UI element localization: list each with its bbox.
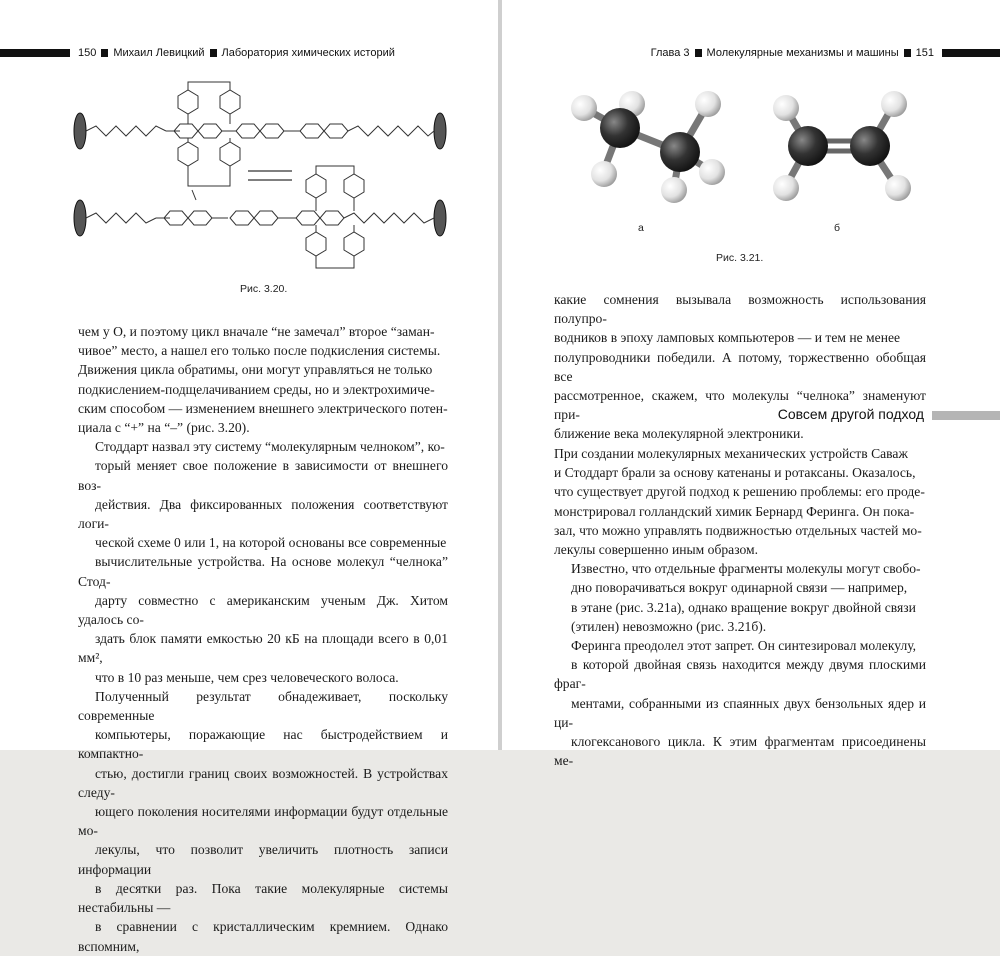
text-line: Известно, что отдельные фрагменты молекулы могут свобо- [571,561,921,577]
text-line: (этилен) невозможно (рис. 3.21б). [571,618,767,634]
text-line: и Стоддарт брали за основу катенаны и ротаксаны. Оказалось, [554,465,916,481]
ethylene-model [773,91,911,201]
text-line: подкислением-подщелачиванием среды, но и электрохимиче- [78,381,435,397]
text-line: дно поворачиваться вокруг одинарной связи — например, [571,580,908,596]
chapter-label: Глава 3 [650,47,690,59]
header-square [904,49,911,57]
text-line: действия. Два фиксированных положения соответствуют логи- [78,496,448,532]
figure-3-20-rotaxane-shuttle [70,76,452,276]
text-line: стью, достигли границ своих возможностей. В устройствах следу- [78,765,448,800]
right-page [502,0,1000,769]
text-line: При создании молекулярных механических устройств Саваж [554,446,908,461]
figure-3-21-ethane-ethylene [560,86,920,216]
text-line: в этане (рис. 3.21а), однако вращение вокруг двойной связи [571,599,916,615]
header-bar [0,49,70,57]
paragraph [554,636,926,770]
header-bar [942,49,1000,57]
text-line: ментами, собранными из спаянных двух бензольных ядер и ци- [554,695,926,730]
paragraph [78,687,448,956]
book-title: Лаборатория химических историй [221,47,395,59]
left-running-header [0,44,498,62]
page-number: 150 [78,47,97,59]
text-line: дарту совместно с американским ученым Дж. Хитом удалось со- [78,592,448,628]
paragraph [78,322,448,437]
text-line: что существует другой подход к решению проблемы: его проде- [554,484,925,500]
text-line: чем у О, и поэтому цикл вначале “не замечал” второе “заман- [78,324,435,339]
text-line: вычислительные устройства. На основе молекул “челнока” Стод- [78,554,448,589]
text-line: Стоддарт назвал эту систему “молекулярным челноком”, ко- [95,439,445,455]
text-line: Феринга преодолел этот запрет. Он синтезировал молекулу, [571,638,917,654]
figure-caption: Рис. 3.21. [716,252,764,264]
text-line: водников в эпоху ламповых компьютеров — и тем не менее [554,330,901,346]
text-line: в десятки раз. Пока такие молекулярные системы нестабильны — [78,880,448,916]
paragraph [554,559,926,636]
text-line: чивое” место, а нашел его только после подкисления системы. [78,343,441,359]
right-body-text-bottom [554,444,926,770]
header-square [210,49,217,57]
section-heading [502,404,1000,426]
header-square [695,49,702,57]
text-line: рассмотренное, скажем, что молекулы “челнока” знаменуют при- [554,388,926,423]
stopper-right-bottom [434,200,446,236]
text-line: ским способом — изменением внешнего электрического потен- [78,400,448,416]
text-line: в сравнении с кристаллическим кремнием. Однако вспомним, [78,919,448,954]
header-text [651,44,934,62]
paragraph [78,437,448,687]
text-line: полупроводники победили. А потому, торжественно обобщая все [554,349,926,384]
text-line: ческой схеме 0 или 1, на которой основаны все современные [95,535,447,551]
text-line: ющего поколения носителями информации будут отдельные мо- [78,804,448,839]
author-name: Михаил Левицкий [113,47,205,59]
text-line: здать блок памяти емкостью 20 кБ на площади всего в 0,01 мм², [78,631,448,666]
figure-label-a: а [638,222,644,234]
text-line: Полученный результат обнадеживает, поскольку современные [78,688,448,724]
left-body-text [78,322,448,956]
text-line: монстрировал голландский химик Бернард Феринга. Он пока- [554,503,915,519]
stopper-right-top [434,113,446,149]
text-line: компьютеры, поражающие нас быстродействием и компактно- [78,727,448,762]
chapter-title: Молекулярные механизмы и машины [706,47,899,59]
ethane-model [571,91,725,203]
figure-caption: Рис. 3.20. [240,283,288,295]
right-running-header [502,44,1000,62]
text-line: зал, что можно управлять подвижностью отдельных частей мо- [554,522,922,538]
text-line: в которой двойная связь находится между двумя плоскими фраг- [554,657,926,692]
text-line: какие сомнения вызывала возможность использования полупро- [554,292,926,327]
text-line: циала с “+” на “–” (рис. 3.20). [78,420,250,436]
text-line: что в 10 раз меньше, чем срез человеческого волоса. [95,669,399,685]
stopper-left-top [74,113,86,149]
left-page [0,0,498,954]
text-line: ближение века молекулярной электроники. [554,426,804,442]
text-line: лекулы совершенно иным образом. [554,542,759,558]
paragraph [554,444,926,559]
text-line: клогексанового цикла. К этим фрагментам присоединены ме- [554,734,926,769]
header-square [101,49,108,57]
figure-label-b: б [834,222,841,234]
text-line: лекулы, что позволит увеличить плотность записи информации [78,842,448,877]
section-bar [932,411,1000,420]
section-title: Совсем другой подход [777,406,924,422]
text-line: торый меняет свое положение в зависимости от внешнего воз- [78,458,448,493]
page-number: 151 [915,47,934,59]
header-text [78,44,395,62]
text-line: Движения цикла обратимы, они могут управляться не только [78,362,433,378]
stopper-left-bottom [74,200,86,236]
